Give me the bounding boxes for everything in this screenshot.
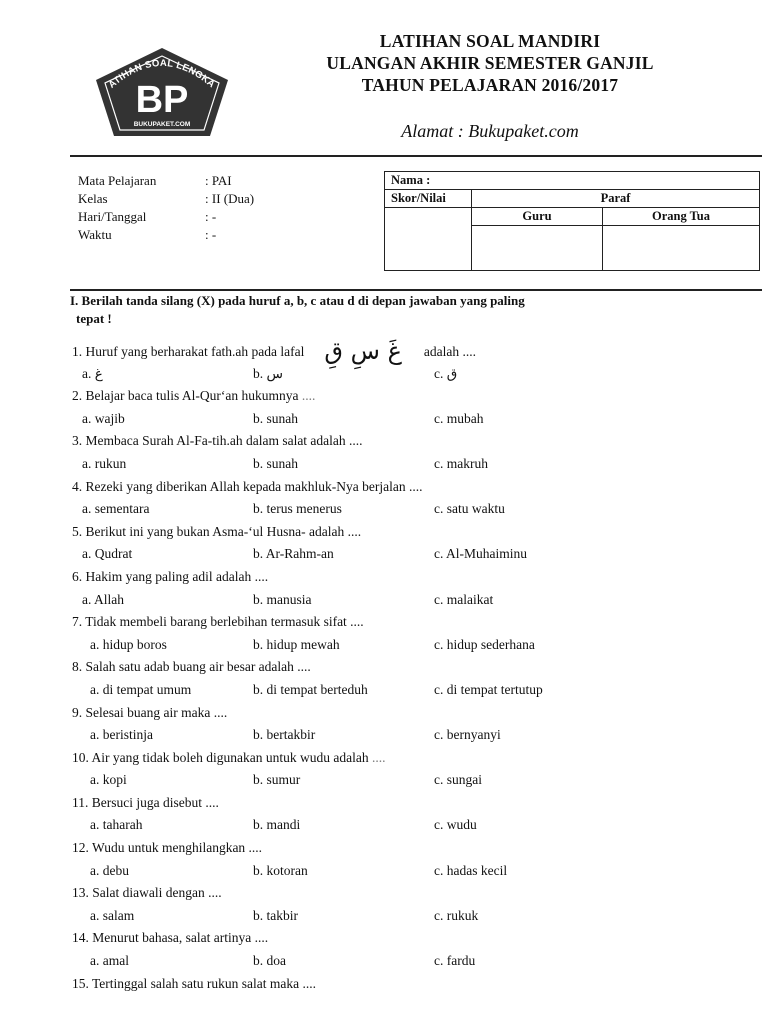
title-line-3: TAHUN PELAJARAN 2016/2017: [361, 75, 619, 95]
option-b[interactable]: b. sumur: [253, 772, 301, 788]
name-field[interactable]: Nama :: [385, 172, 760, 190]
question-6: [72, 566, 722, 589]
question-text: 9. Selesai buang air maka ....: [72, 704, 228, 720]
score-label: Skor/Nilai: [385, 190, 472, 208]
question-text: 7. Tidak membeli barang berlebihan termasuk sifat ....: [72, 614, 364, 630]
option-a[interactable]: a. Qudrat: [82, 546, 133, 562]
exam-info: [78, 172, 345, 244]
option-c[interactable]: c. bernyanyi: [434, 727, 501, 743]
document-title: [290, 30, 690, 96]
option-c[interactable]: c. di tempat tertutup: [434, 681, 543, 697]
options-11: [72, 814, 722, 837]
publisher-logo: [92, 46, 232, 138]
info-divider: [70, 289, 762, 291]
question-text: 1. Huruf yang berharakat fath.ah pada lafal: [72, 344, 305, 359]
option-b[interactable]: b. doa: [253, 953, 286, 969]
question-text: 14. Menurut bahasa, salat artinya ....: [72, 930, 269, 946]
option-b[interactable]: b. س: [253, 365, 283, 381]
info-row-time: [78, 226, 345, 244]
option-a[interactable]: a. debu: [90, 862, 129, 878]
option-a[interactable]: a. hidup boros: [90, 636, 167, 652]
logo-site: BUKUPAKET.COM: [133, 121, 191, 128]
options-14: [72, 950, 722, 973]
options-7: [72, 634, 722, 657]
question-10: [72, 747, 722, 770]
logo-emblem: [92, 46, 232, 138]
option-b[interactable]: b. sunah: [253, 410, 298, 426]
parent-signature-box[interactable]: [603, 226, 760, 271]
option-c[interactable]: c. malaikat: [434, 591, 494, 607]
option-b[interactable]: b. hidup mewah: [253, 636, 340, 652]
question-text: 8. Salah satu adab buang air besar adalah ....: [72, 659, 311, 675]
arabic-lafal: غَ سِ قِ: [324, 337, 402, 365]
question-text: 15. Tertinggal salah satu rukun salat maka ....: [72, 975, 316, 991]
options-6: [72, 589, 722, 612]
options-5: [72, 543, 722, 566]
title-line-1: LATIHAN SOAL MANDIRI: [379, 31, 601, 51]
info-row-date: [78, 208, 345, 226]
option-a[interactable]: a. di tempat umum: [90, 681, 192, 697]
question-9: [72, 702, 722, 725]
instruction-line-2: tepat !: [76, 311, 112, 326]
option-b[interactable]: b. mandi: [253, 817, 301, 833]
question-suffix: adalah ....: [423, 344, 476, 359]
option-c[interactable]: c. fardu: [434, 953, 476, 969]
info-label: Waktu: [78, 227, 112, 242]
question-11: [72, 792, 722, 815]
option-c[interactable]: c. wudu: [434, 817, 477, 833]
option-c[interactable]: c. hadas kecil: [434, 862, 508, 878]
info-label: Mata Pelajaran: [78, 173, 157, 188]
option-c[interactable]: c. makruh: [434, 455, 488, 471]
question-suffix: ....: [371, 749, 386, 765]
info-row-class: [78, 190, 345, 208]
option-a[interactable]: a. beristinja: [90, 727, 153, 743]
option-c[interactable]: c. satu waktu: [434, 501, 505, 517]
question-text: 4. Rezeki yang diberikan Allah kepada makhluk-Nya berjalan ....: [72, 478, 423, 494]
info-value: : -: [205, 227, 217, 242]
question-4: [72, 476, 722, 499]
logo-initials: BP: [135, 79, 189, 121]
section-instruction: [70, 292, 630, 328]
option-b[interactable]: b. terus menerus: [253, 501, 342, 517]
option-b[interactable]: b. takbir: [253, 907, 298, 923]
option-c[interactable]: c. rukuk: [434, 907, 479, 923]
info-value: : PAI: [205, 173, 232, 188]
option-b[interactable]: b. sunah: [253, 455, 298, 471]
question-5: [72, 521, 722, 544]
options-12: [72, 860, 722, 883]
question-13: [72, 882, 722, 905]
options-10: [72, 769, 722, 792]
info-value: : II (Dua): [205, 191, 255, 206]
title-line-2: ULANGAN AKHIR SEMESTER GANJIL: [326, 53, 654, 73]
option-b[interactable]: b. di tempat berteduh: [253, 681, 368, 697]
logo-ring-text: ATIHAN SOAL LENGKA: [106, 57, 218, 91]
info-row-subject: [78, 172, 345, 190]
header-divider: [70, 155, 762, 157]
question-text: 2. Belajar baca tulis Al-Qur‘an hukumnya: [72, 388, 299, 404]
option-c[interactable]: c. Al-Muhaiminu: [434, 546, 527, 562]
question-14: [72, 927, 722, 950]
options-8: [72, 679, 722, 702]
option-b[interactable]: b. bertakbir: [253, 727, 316, 743]
info-label: Kelas: [78, 191, 108, 206]
teacher-signature-box[interactable]: [472, 226, 603, 271]
option-a[interactable]: a. rukun: [82, 455, 127, 471]
question-3: [72, 430, 722, 453]
parent-label: Orang Tua: [603, 208, 760, 226]
option-a[interactable]: a. taharah: [90, 817, 143, 833]
options-3: [72, 453, 722, 476]
question-text: 10. Air yang tidak boleh digunakan untuk wudu adalah: [72, 749, 369, 765]
question-7: [72, 611, 722, 634]
option-a[interactable]: a. kopi: [90, 772, 127, 788]
option-a[interactable]: a. sementara: [82, 501, 150, 517]
question-list: [72, 337, 722, 995]
question-text: 5. Berikut ini yang bukan Asma-‘ul Husna- adalah ....: [72, 523, 362, 539]
question-2: [72, 385, 722, 408]
question-text: 3. Membaca Surah Al-Fa-tih.ah dalam salat adalah ....: [72, 433, 363, 449]
option-c[interactable]: c. sungai: [434, 772, 482, 788]
options-2: [72, 408, 722, 431]
option-a[interactable]: a. Allah: [82, 591, 124, 607]
option-c[interactable]: c. ق: [434, 365, 458, 381]
option-a[interactable]: a. salam: [90, 907, 135, 923]
option-b[interactable]: b. manusia: [253, 591, 312, 607]
signature-label: Paraf: [472, 190, 760, 208]
info-value: : -: [205, 209, 217, 224]
score-box[interactable]: [385, 208, 472, 271]
question-text: 11. Bersuci juga disebut ....: [72, 794, 219, 810]
options-4: [72, 498, 722, 521]
option-b[interactable]: b. Ar-Rahm-an: [253, 546, 334, 562]
score-table: [384, 171, 760, 271]
option-a[interactable]: a. غ: [82, 365, 103, 381]
question-text: 6. Hakim yang paling adil adalah ....: [72, 568, 269, 584]
question-12: [72, 837, 722, 860]
options-13: [72, 905, 722, 928]
option-a[interactable]: a. amal: [90, 953, 129, 969]
option-c[interactable]: c. hidup sederhana: [434, 636, 535, 652]
info-label: Hari/Tanggal: [78, 209, 147, 224]
option-c[interactable]: c. mubah: [434, 410, 484, 426]
option-a[interactable]: a. wajib: [82, 410, 125, 426]
question-8: [72, 656, 722, 679]
options-1: [72, 363, 722, 386]
address-line: Alamat : Bukupaket.com: [401, 121, 579, 141]
options-9: [72, 724, 722, 747]
question-15: [72, 973, 722, 996]
question-suffix: ....: [301, 388, 316, 404]
question-text: 13. Salat diawali dengan ....: [72, 885, 222, 901]
option-b[interactable]: b. kotoran: [253, 862, 308, 878]
question-1: [72, 337, 722, 365]
teacher-label: Guru: [472, 208, 603, 226]
instruction-line-1: I. Berilah tanda silang (X) pada huruf a, b, c atau d di depan jawaban yang paling: [70, 293, 525, 308]
question-text: 12. Wudu untuk menghilangkan ....: [72, 840, 263, 856]
